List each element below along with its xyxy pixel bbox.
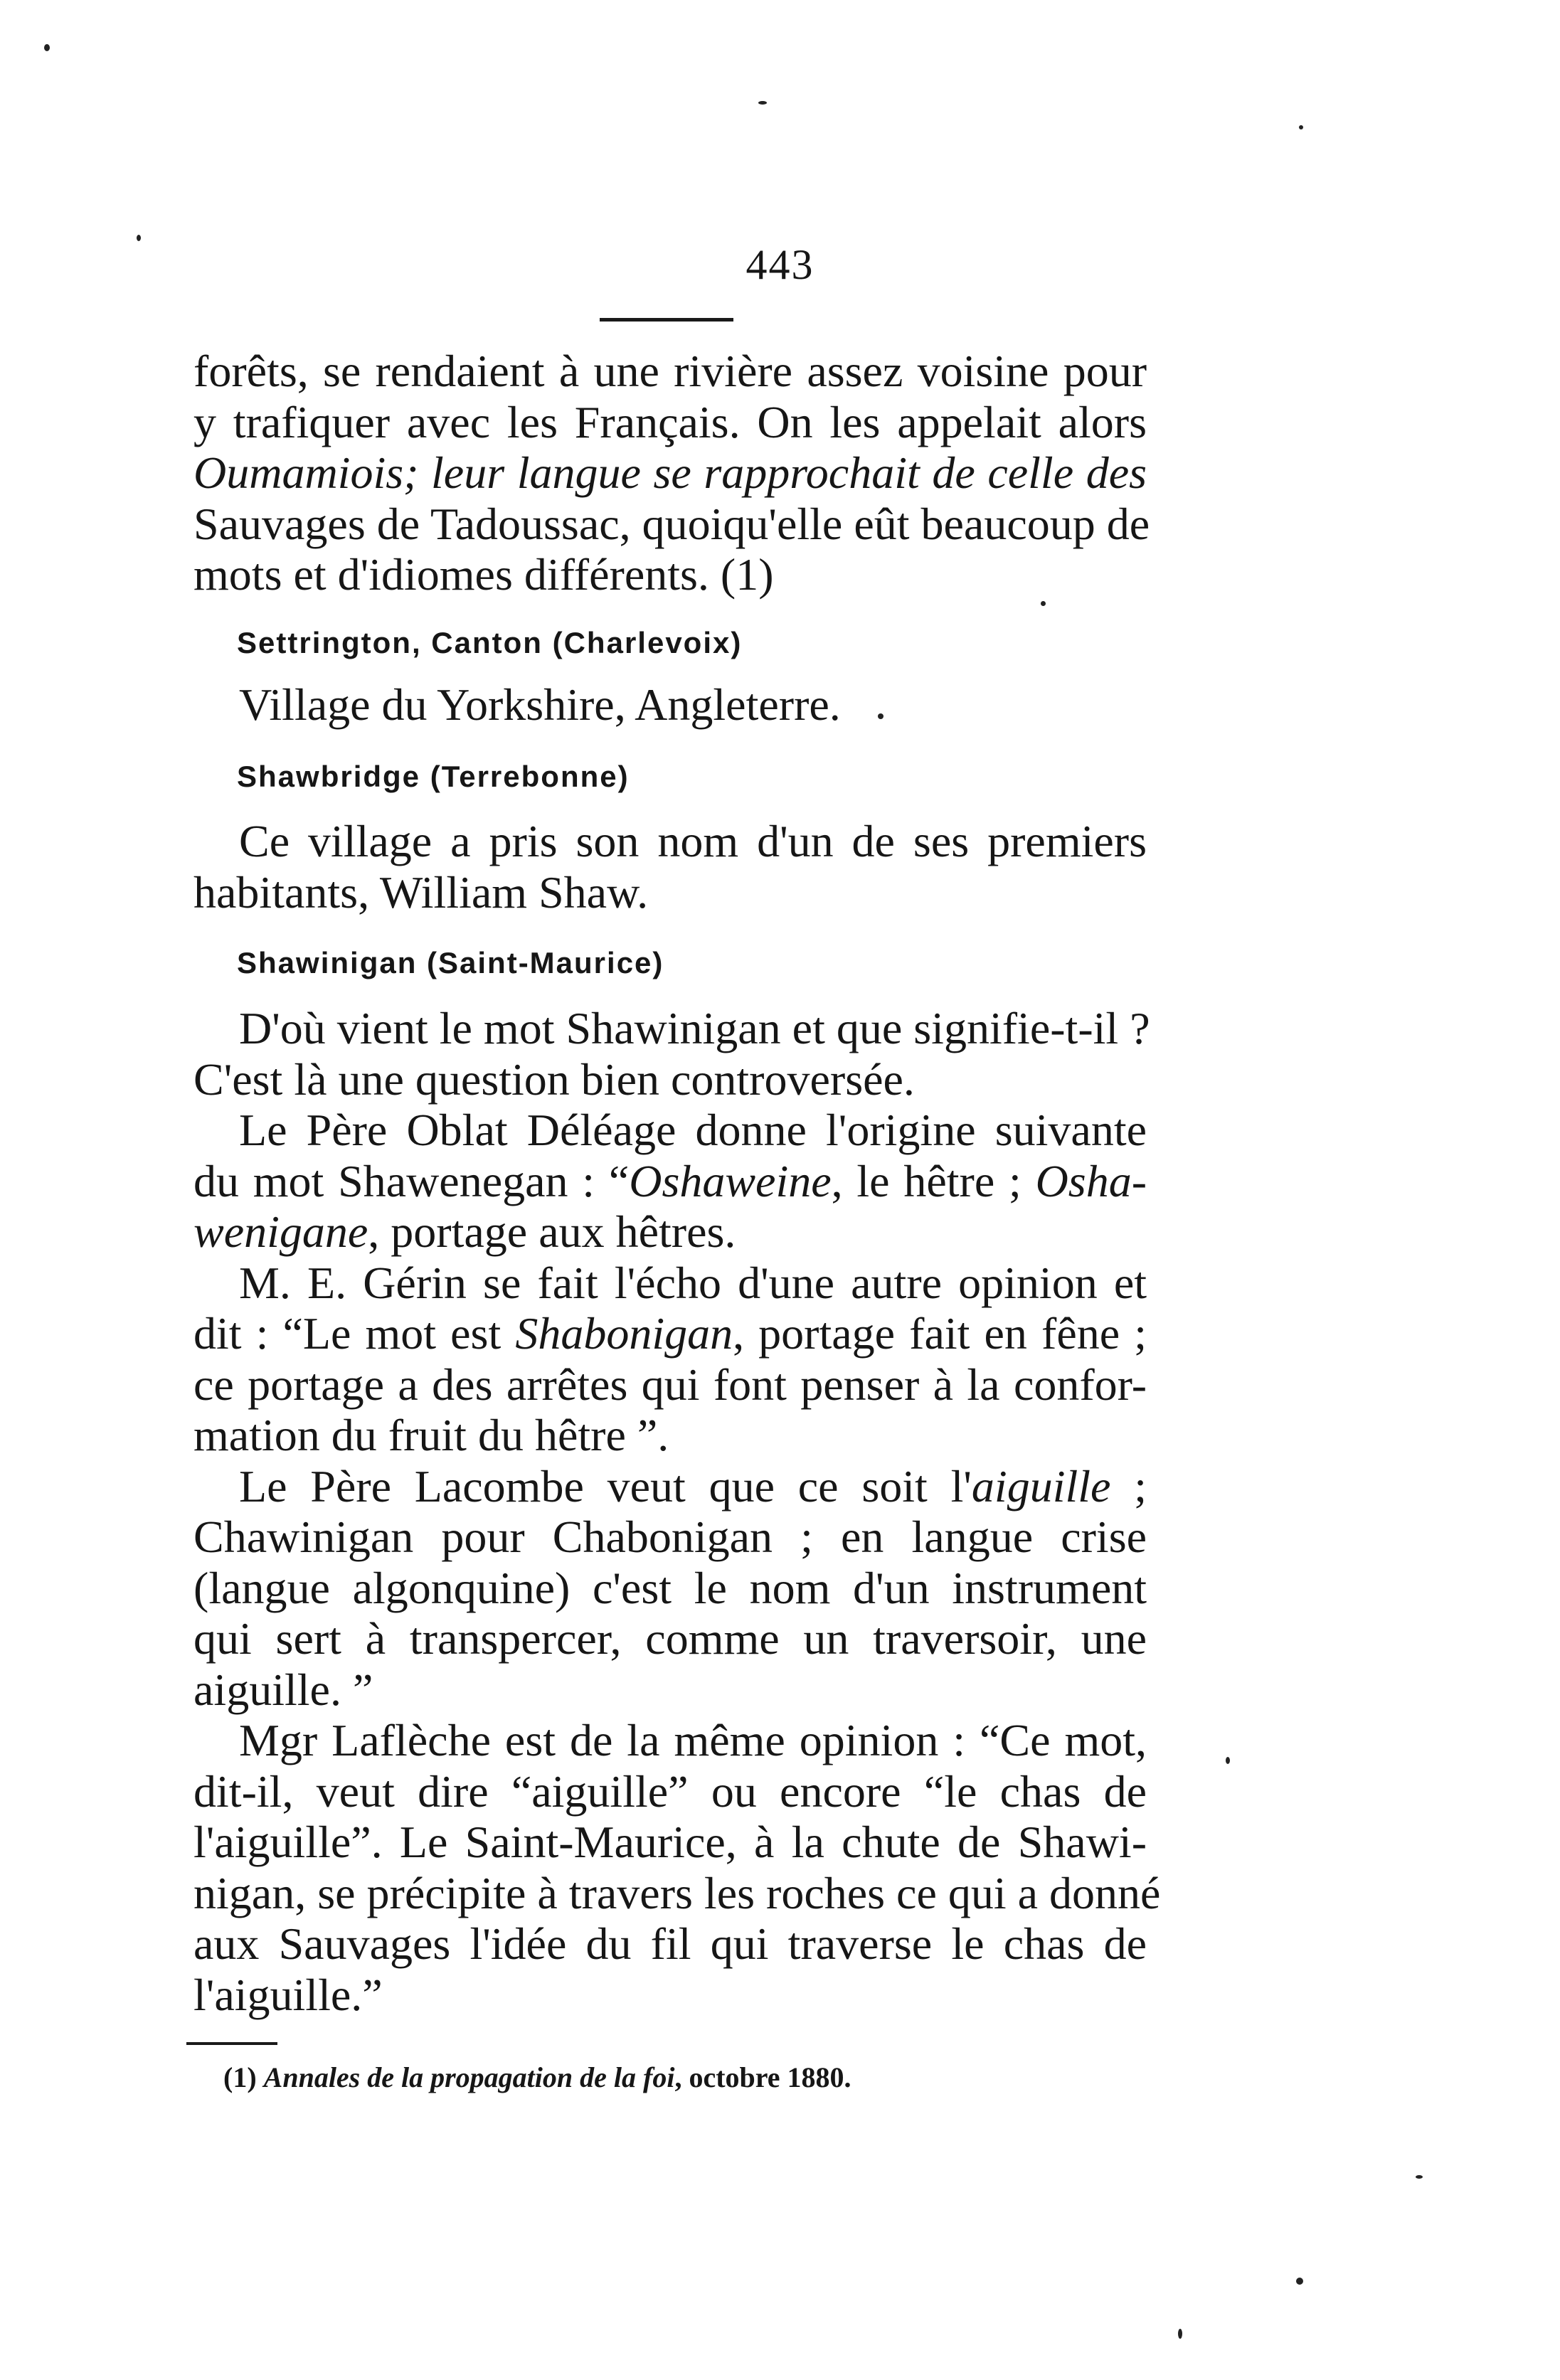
- scan-speck: [44, 44, 50, 51]
- text-line: forêts, se rendaient à une rivière assez voisine pour: [193, 346, 1147, 396]
- text-fragment: , portage fait en fêne ;: [733, 1308, 1147, 1359]
- text-line: [193, 447, 1147, 499]
- text-line: mots et d'idiomes différents. (1): [193, 549, 774, 600]
- text-fragment-italic: wenigane: [193, 1206, 368, 1257]
- footnote: [223, 2061, 851, 2094]
- text-line: [193, 1308, 1147, 1359]
- text-line: mation du fruit du hêtre ”.: [193, 1410, 669, 1460]
- text-line: C'est là une question bien controversée.: [193, 1053, 915, 1105]
- text-line: (langue algonquine) c'est le nom d'un instrument: [193, 1562, 1147, 1613]
- scan-speck: [1178, 2329, 1182, 2339]
- text-line: D'où vient le mot Shawinigan et que signifie-t-il ?: [239, 1003, 1150, 1053]
- entry-body-shawinigan: [193, 1003, 1161, 2020]
- text-line: Village du Yorkshire, Angleterre.: [239, 679, 841, 730]
- text-line: qui sert à transpercer, comme un traversoir, une: [193, 1613, 1147, 1664]
- text-line: [193, 1461, 1147, 1512]
- text-line: Chawinigan pour Chabonigan ; en langue crise: [193, 1512, 1147, 1562]
- text-line: aiguille. ”: [193, 1664, 373, 1715]
- footnote-rule: [186, 2042, 277, 2045]
- scan-speck: [1299, 125, 1303, 129]
- text-fragment: Le Père Lacombe veut que ce soit l': [239, 1460, 972, 1512]
- header-rule: [600, 318, 733, 322]
- text-fragment-italic: Osha-: [1035, 1155, 1147, 1206]
- text-fragment: dit : “Le mot est: [193, 1308, 516, 1359]
- footnote-source: Annales de la propagation de la foi: [263, 2061, 675, 2093]
- text-fragment-italic: Shabonigan: [515, 1308, 733, 1359]
- intro-paragraph: [193, 346, 1150, 600]
- text-fragment: , portage aux hêtres.: [368, 1206, 736, 1257]
- text-line: y trafiquer avec les Français. On les appelait alors: [193, 396, 1147, 447]
- entry-heading-shawinigan: Shawinigan (Saint-Maurice): [237, 946, 664, 979]
- footnote-date: , octobre 1880.: [674, 2061, 851, 2093]
- entry-body-shawbridge: [193, 816, 1147, 918]
- entry-body-settrington: [193, 679, 1147, 731]
- scan-speck: [1296, 2278, 1303, 2285]
- text-line: [193, 1206, 1147, 1258]
- text-line: aux Sauvages l'idée du fil qui traverse le chas de: [193, 1918, 1147, 1969]
- text-fragment-italic: aiguille: [971, 1460, 1111, 1512]
- text-fragment-italic: Oshaweine: [629, 1155, 832, 1206]
- text-line: M. E. Gérin se fait l'écho d'une autre opinion et: [239, 1257, 1147, 1308]
- scan-speck: [137, 235, 141, 241]
- text-line: dit-il, veut dire “aiguille” ou encore “le chas de: [193, 1765, 1147, 1817]
- text-line: Ce village a pris son nom d'un de ses premiers: [239, 816, 1147, 866]
- text-fragment: du mot Shawenegan : “: [193, 1155, 630, 1206]
- text-line: ce portage a des arrêtes qui font penser à la confor-: [193, 1359, 1147, 1410]
- text-line: Mgr Laflèche est de la même opinion : “Ce mot,: [239, 1715, 1147, 1765]
- text-line: [193, 1156, 1147, 1207]
- text-line: l'aiguille.”: [193, 1969, 383, 2020]
- footnote-marker: (1): [223, 2061, 257, 2093]
- scan-speck: [1416, 2175, 1423, 2179]
- text-fragment: ;: [1110, 1460, 1147, 1512]
- text-line: Sauvages de Tadoussac, quoiqu'elle eût beaucoup de: [193, 498, 1150, 549]
- text-line: habitants, William Shaw.: [193, 866, 649, 918]
- scan-speck: [758, 101, 767, 105]
- scan-speck: [1041, 601, 1046, 606]
- text-fragment: , le hêtre ;: [831, 1155, 1022, 1206]
- text-line: l'aiguille”. Le Saint-Maurice, à la chute de Shawi-: [193, 1817, 1147, 1867]
- scan-speck: [878, 713, 884, 719]
- text-line: nigan, se précipite à travers les roches ce qui a donné: [193, 1867, 1161, 1918]
- entry-heading-shawbridge: Shawbridge (Terrebonne): [237, 760, 630, 793]
- text-line: Le Père Oblat Déléage donne l'origine suivante: [239, 1105, 1147, 1155]
- entry-heading-settrington: Settrington, Canton (Charlevoix): [237, 626, 743, 659]
- text-line-content: Oumamiois; leur langue se rapprochait de celle des: [193, 447, 1147, 498]
- scan-speck: [1226, 1757, 1230, 1764]
- page-number: 443: [745, 241, 815, 288]
